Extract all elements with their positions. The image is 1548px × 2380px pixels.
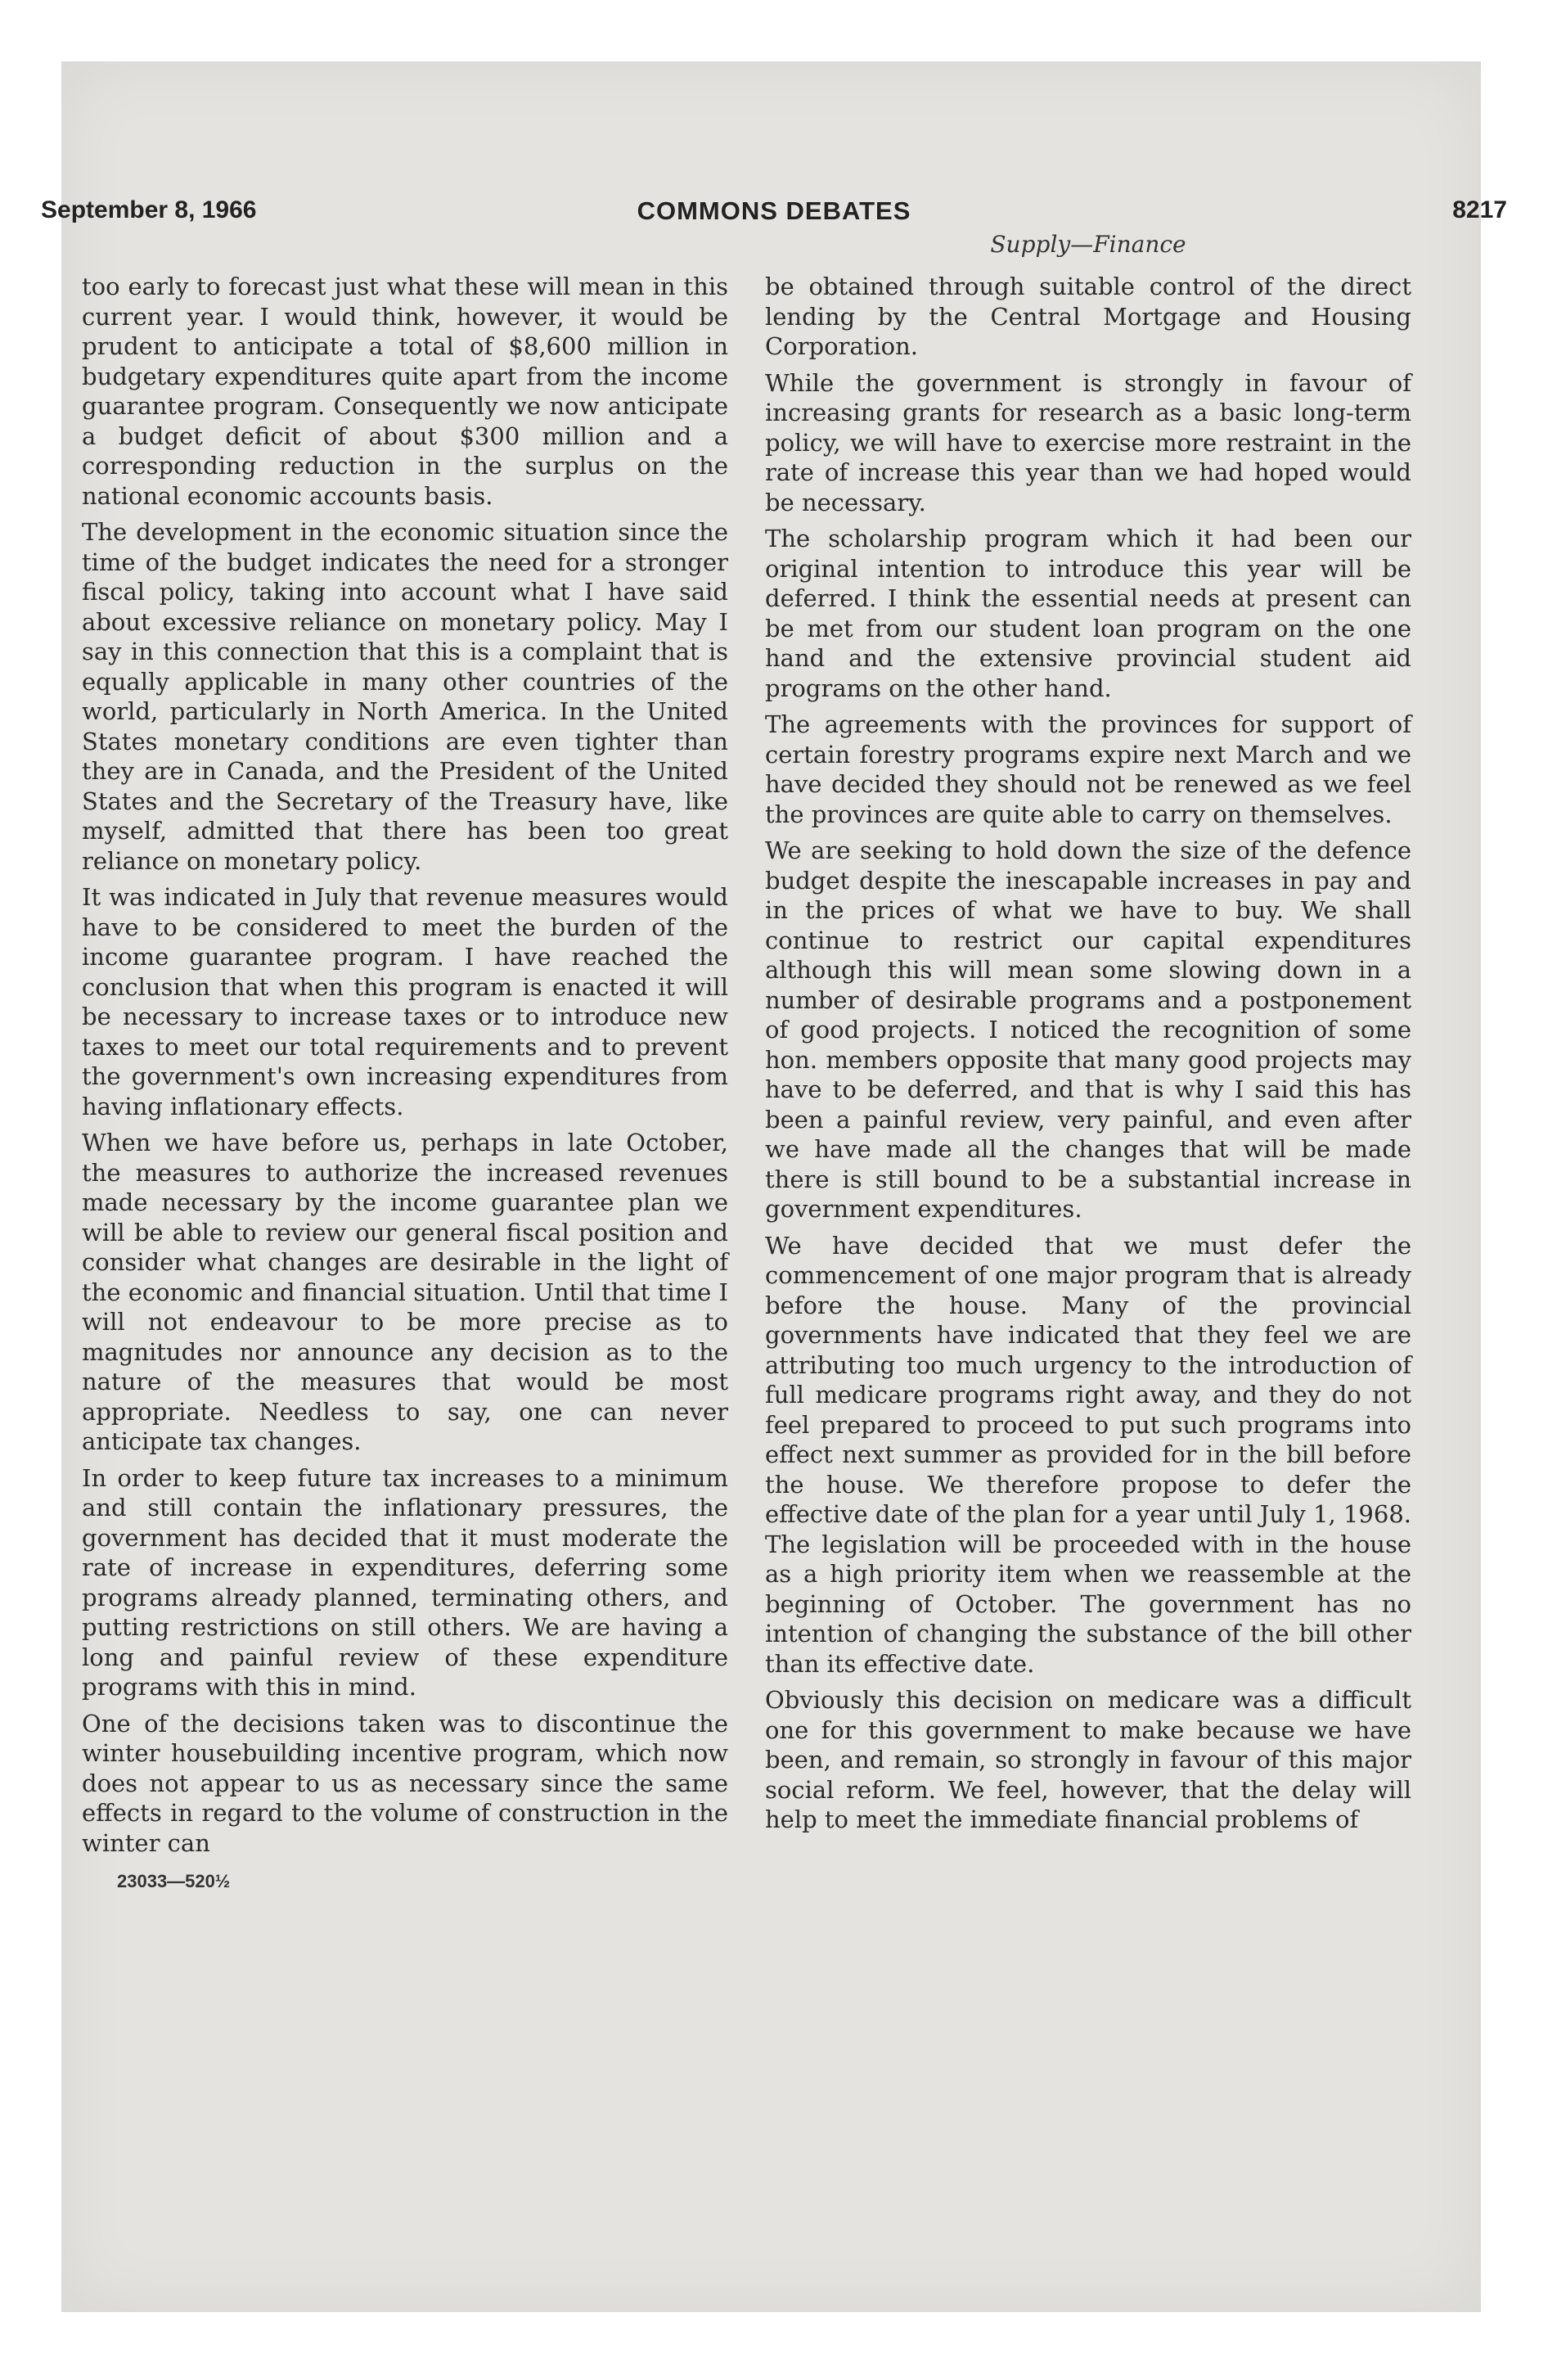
paragraph: One of the decisions taken was to discontinue the winter housebuilding incentive program, which now does not appear to us as necessary since the same effects in regard to the volume of construction in the winter can xyxy=(82,1709,728,1857)
paragraph: too early to forecast just what these will mean in this current year. I would think, however, it would be prudent to anticipate a total of $8,600 million in budgetary expenditures quite apart from the income guarantee program. Consequently we now anticipate a budget deficit of about $300 million and a corresponding reduction in the surplus on the national economic accounts basis. xyxy=(82,273,728,510)
header-date: September 8, 1966 xyxy=(41,196,257,223)
paragraph: The development in the economic situation since the time of the budget indicates the need for a stronger fiscal policy, taking into account what I have said about excessive reliance on monetary policy. May I say in this connection that this is a complaint that is equally applicable in many other countries of the world, particularly in North America. In the United States monetary conditions are even tighter than they are in Canada, and the President of the United States and the Secretary of the Treasury have, like myself, admitted that there has been too great reliance on monetary policy. xyxy=(82,518,728,875)
paragraph: We are seeking to hold down the size of the defence budget despite the inescapable increases in pay and in the prices of what we have to buy. We shall continue to restrict our capital expenditures although this will mean some slowing down in a number of desirable programs and a postponement of good projects. I noticed the recognition of some hon. members opposite that many good projects may have to be deferred, and that is why I said this has been a painful review, very painful, and even after we have made all the changes that will be made there is still bound to be a substantial increase in government expenditures. xyxy=(765,836,1411,1223)
section-subheading: Supply—Finance xyxy=(990,231,1186,258)
print-code: 23033—520½ xyxy=(117,1871,231,1891)
page-header xyxy=(41,196,1507,229)
right-column xyxy=(765,272,1411,1841)
paragraph: be obtained through suitable control of the direct lending by the Central Mortgage and Housing Corporation. xyxy=(765,273,1411,360)
paragraph: The scholarship program which it had been our original intention to introduce this year will be deferred. I think the essential needs at present can be met from our student loan program on the one hand and the extensive provincial student aid programs on the other hand. xyxy=(765,525,1411,702)
paragraph: It was indicated in July that revenue measures would have to be considered to meet the burden of the income guarantee program. I have reached the conclusion that when this program is enacted it will be necessary to increase taxes or to introduce new taxes to meet our total requirements and to prevent the government's own increasing expenditures from having inflationary effects. xyxy=(82,883,728,1120)
left-column xyxy=(82,272,728,1864)
paragraph: Obviously this decision on medicare was a difficult one for this government to make because we have been, and remain, so strongly in favour of this major social reform. We feel, however, that the delay will help to meet the immediate financial problems of xyxy=(765,1686,1411,1833)
paragraph: We have decided that we must defer the commencement of one major program that is already before the house. Many of the provincial governments have indicated that they feel we are attributing too much urgency to the introduction of full medicare programs right away, and they do not feel prepared to proceed to put such programs into effect next summer as provided for in the bill before the house. We therefore propose to defer the effective date of the plan for a year until July 1, 1968. The legislation will be proceeded with in the house as a high priority item when we reassemble at the beginning of October. The government has no intention of changing the substance of the bill other than its effective date. xyxy=(765,1231,1411,1678)
paragraph: While the government is strongly in favour of increasing grants for research as a basic long-term policy, we will have to exercise more restraint in the rate of increase this year than we had hoped would be necessary. xyxy=(765,368,1411,516)
paragraph: The agreements with the provinces for support of certain forestry programs expire next March and we have decided they should not be renewed as we feel the provinces are quite able to carry on themselves. xyxy=(765,710,1411,828)
paragraph: When we have before us, perhaps in late October, the measures to authorize the increased revenues made necessary by the income guarantee plan we will be able to review our general fiscal position and consider what changes are desirable in the light of the economic and financial situation. Until that time I will not endeavour to be more precise as to magnitudes nor announce any decision as to the nature of the measures that would be most appropriate. Needless to say, one can never anticipate tax changes. xyxy=(82,1129,728,1455)
header-title: COMMONS DEBATES xyxy=(637,196,911,225)
paragraph: In order to keep future tax increases to a minimum and still contain the inflationary pressures, the government has decided that it must moderate the rate of increase in expenditures, deferring some programs already planned, terminating others, and putting restrictions on still others. We are having a long and painful review of these expenditure programs with this in mind. xyxy=(82,1463,728,1701)
header-page-number: 8217 xyxy=(1452,196,1507,223)
